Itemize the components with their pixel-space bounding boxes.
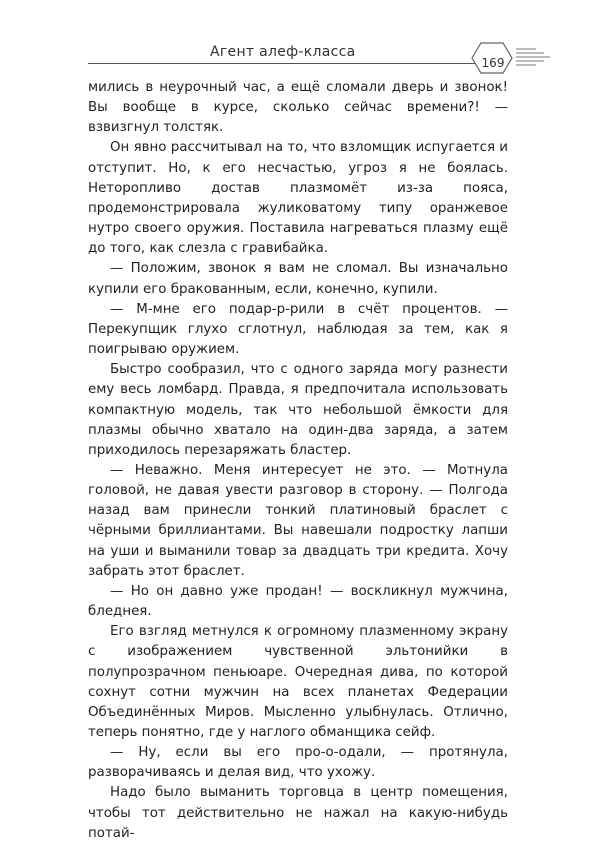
- body-text: [88, 78, 508, 844]
- page-number: 169: [481, 56, 505, 70]
- paragraph-continued: мились в неурочный час, а ещё сломали дверь и звонок! Вы вообще в курсе, сколько сейчас времени?! — взвизгнул толстяк.: [88, 80, 508, 136]
- running-title: Агент алеф-класса: [210, 44, 356, 60]
- dialogue-line: — Положим, звонок я вам не сломал. Вы изначально купили его бракованным, если, конечно, купили.: [88, 261, 508, 297]
- dialogue-line: — Неважно. Меня интересует не это. — Мотнула головой, не давая увести разговор в сторону. — Полгода назад вам принесли тонкий платиновый браслет с чёрными бриллиантами. Вы навешали подростку лапши на уши и выманили товар за двадцать три кредита. Хочу забрать этот браслет.: [88, 462, 508, 579]
- paragraph: Он явно рассчитывал на то, что взломщик испугается и отступит. Но, к его несчастью, угроз я не боялась. Неторопливо достав плазмомёт из-за пояса, продемонстрировала жуликоватому типу оранжевое нутро своего оружия. Поставила нагреваться плазму ещё до того, как слезла с гравибайка.: [88, 140, 508, 257]
- dialogue-line: — М-мне его подар-р-рили в счёт процентов. — Перекупщик глухо сглотнул, наблюдая за тем, как я поигрываю оружием.: [88, 301, 508, 358]
- dialogue-line: — Ну, если вы его про-о-одали, — протянула, разворачиваясь и делая вид, что ухожу.: [88, 745, 508, 781]
- running-head: [0, 0, 600, 90]
- paragraph: Его взгляд метнулся к огромному плазменному экрану с изображением чувственной эльтонийки в полупрозрачном пеньюаре. Очередная дива, по которой сохнут сотни мужчин на всех планетах Федерации Объединённых Миров. Мысленно улыбнулась. Отлично, теперь понятно, где у наглого обманщика сейф.: [88, 624, 508, 740]
- header-rule: [88, 63, 475, 64]
- paragraph: Быстро сообразил, что с одного заряда могу разнести ему весь ломбард. Правда, я предпочитала использовать компактную модель, так что небольшой ёмкости для плазмы обычно хватало на один-два заряда, а затем приходилось перезаряжать бластер.: [88, 362, 508, 458]
- dialogue-line: — Но он давно уже продан! — воскликнул мужчина, бледнея.: [88, 583, 508, 620]
- paragraph: Надо было выманить торговца в центр помещения, чтобы тот действительно не нажал на какую-нибудь потай-: [88, 785, 508, 841]
